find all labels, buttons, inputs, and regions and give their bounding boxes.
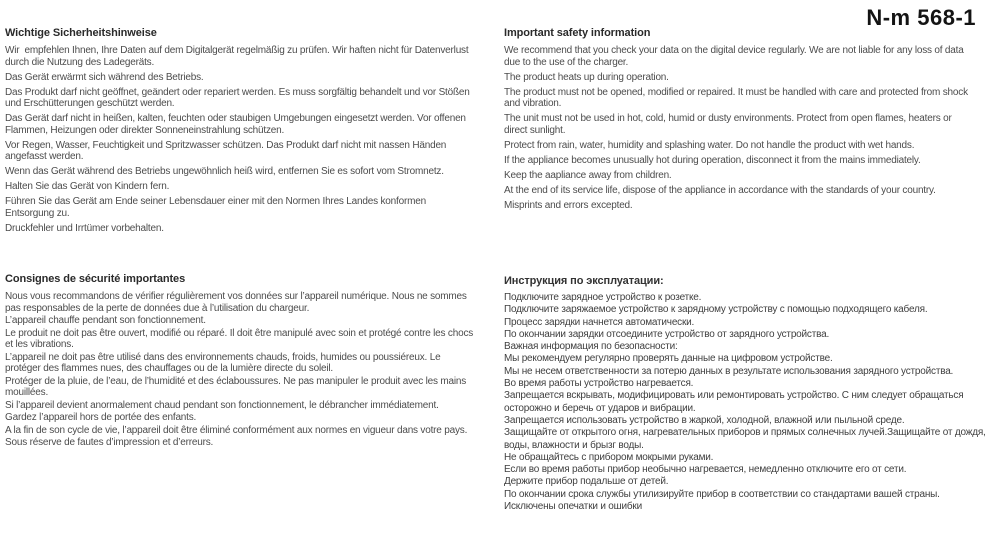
paragraph: Halten Sie das Gerät von Kindern fern. bbox=[5, 181, 170, 192]
paragraph: L’appareil ne doit pas être utilisé dans des environnements chauds, froids, humides ou poussiéreux. Le protéger des flammes nues, des chauffages ou de la lumière directe du soleil. bbox=[5, 351, 444, 374]
paragraph: Protect from rain, water, humidity and splashing water. Do not handle the product with wet hands. bbox=[504, 139, 915, 151]
paragraph: Важная информация по безопасности: bbox=[504, 341, 678, 353]
paragraph: Процесс зарядки начнется автоматически. bbox=[504, 316, 695, 328]
paragraph: Не обращайтесь с прибором мокрыми руками. bbox=[504, 451, 714, 463]
paragraph: Das Produkt darf nicht geöffnet, geändert oder repariert werden. Es muss sorgfältig behandelt und vor Stößen und Erschütterungen geschützt werden. bbox=[5, 86, 473, 109]
paragraph: Gardez l’appareil hors de portée des enfants. bbox=[5, 412, 197, 423]
paragraph: Запрещается вскрывать, модифицировать или ремонтировать устройство. С ним следует обращаться осторожно и беречь от ударов и вибрации. bbox=[504, 390, 967, 414]
paragraph: Das Gerät erwärmt sich während des Betriebs. bbox=[5, 71, 204, 83]
section-heading-german: Wichtige Sicherheitshinweise bbox=[5, 27, 157, 39]
paragraph: Мы не несем ответственности за потерю данных в результате использования зарядного устройства. bbox=[504, 365, 954, 377]
paragraph: Защищайте от открытого огня, нагревательных приборов и прямых солнечных лучей.Защищайте от дождя, воды, влажности и брызг воды. bbox=[504, 427, 989, 451]
section-body-russian bbox=[504, 292, 992, 513]
paragraph: If the appliance becomes unusually hot during operation, disconnect it from the mains immediately. bbox=[504, 154, 921, 166]
paragraph: Wenn das Gerät während des Betriebs ungewöhnlich heiß wird, entfernen Sie es sofort vom Stromnetz. bbox=[5, 166, 444, 177]
section-body-english bbox=[504, 45, 976, 211]
paragraph: The unit must not be used in hot, cold, humid or dusty environments. Protect from open flames, heaters or direct sunlight. bbox=[504, 113, 955, 136]
paragraph: The product must not be opened, modified or repaired. It must be handled with care and protected from shock and vibration. bbox=[504, 86, 971, 109]
paragraph: Подключите зарядное устройство к розетке. bbox=[504, 292, 702, 303]
paragraph: Исключены опечатки и ошибки bbox=[504, 501, 642, 513]
paragraph: По окончании срока службы утилизируйте прибор в соответствии со стандартами вашей страны. bbox=[504, 488, 940, 500]
paragraph: Подключите заряжаемое устройство к зарядному устройству с помощью подходящего кабеля. bbox=[504, 304, 928, 316]
section-heading-english: Important safety information bbox=[504, 27, 651, 39]
paragraph: Misprints and errors excepted. bbox=[504, 199, 633, 211]
section-body-french bbox=[5, 291, 475, 449]
paragraph: Если во время работы прибор необычно нагревается, немедленно отключите его от сети. bbox=[504, 464, 907, 476]
paragraph: Nous vous recommandons de vérifier régulièrement vos données sur l’appareil numérique. Nous ne sommes pas responsables de la perte de données due à l’utilisation du chargeur. bbox=[5, 291, 470, 314]
section-russian-instructions bbox=[504, 275, 992, 513]
paragraph: Protéger de la pluie, de l’eau, de l’humidité et des éclaboussures. Ne pas manipuler le produit avec les mains mouillées. bbox=[5, 375, 469, 398]
paragraph: At the end of its service life, dispose of the appliance in accordance with the standards of your country. bbox=[504, 184, 936, 196]
paragraph: Das Gerät darf nicht in heißen, kalten, feuchten oder staubigen Umgebungen eingesetzt werden. Vor offenen Flammen, Heizungen oder direkter Sonneneinstrahlung schützen. bbox=[5, 113, 469, 136]
section-french-safety bbox=[5, 273, 475, 450]
paragraph: We recommend that you check your data on the digital device regularly. We are not liable for any loss of data due to the use of the charger. bbox=[504, 45, 967, 68]
paragraph: По окончании зарядки отсоедините устройство от зарядного устройства. bbox=[504, 328, 830, 340]
section-heading-russian: Инструкция по эксплуатации: bbox=[504, 275, 664, 287]
paragraph: Druckfehler und Irrtümer vorbehalten. bbox=[5, 222, 164, 234]
paragraph: Во время работы устройство нагревается. bbox=[504, 378, 694, 390]
paragraph: L’appareil chauffe pendant son fonctionnement. bbox=[5, 315, 206, 326]
paragraph: The product heats up during operation. bbox=[504, 71, 669, 83]
paragraph: Le produit ne doit pas être ouvert, modifié ou réparé. Il doit être manipulé avec soin et protégé contre les chocs et les vibrations. bbox=[5, 327, 476, 350]
paragraph: Vor Regen, Wasser, Feuchtigkeit und Spritzwasser schützen. Das Produkt darf nicht mit nassen Händen angefasst werden. bbox=[5, 139, 449, 162]
section-body-german bbox=[5, 45, 475, 234]
paragraph: Запрещается использовать устройство в жаркой, холодной, влажной или пыльной среде. bbox=[504, 414, 905, 426]
paragraph: Wir empfehlen Ihnen, Ihre Daten auf dem Digitalgerät regelmäßig zu prüfen. Wir haften nicht für Datenverlust durch die Nutzung des Ladegeräts. bbox=[5, 45, 472, 68]
paragraph: Мы рекомендуем регулярно проверять данные на цифровом устройстве. bbox=[504, 353, 833, 365]
model-number: N-m 568-1 bbox=[866, 5, 976, 30]
section-english-safety bbox=[504, 27, 976, 215]
paragraph: A la fin de son cycle de vie, l’appareil doit être éliminé conformément aux normes en vigueur dans votre pays. bbox=[5, 424, 468, 436]
section-heading-french: Consignes de sécurité importantes bbox=[5, 273, 186, 285]
paragraph: Sous réserve de fautes d’impression et d’erreurs. bbox=[5, 437, 214, 448]
paragraph: Führen Sie das Gerät am Ende seiner Lebensdauer einer mit den Normen Ihres Landes konformen Entsorgung zu. bbox=[5, 196, 429, 219]
section-german-safety bbox=[5, 27, 475, 238]
paragraph: Si l’appareil devient anormalement chaud pendant son fonctionnement, le débrancher immédiatement. bbox=[5, 399, 439, 411]
paragraph: Keep the aapliance away from children. bbox=[504, 169, 672, 181]
paragraph: Держите прибор подальше от детей. bbox=[504, 476, 669, 488]
